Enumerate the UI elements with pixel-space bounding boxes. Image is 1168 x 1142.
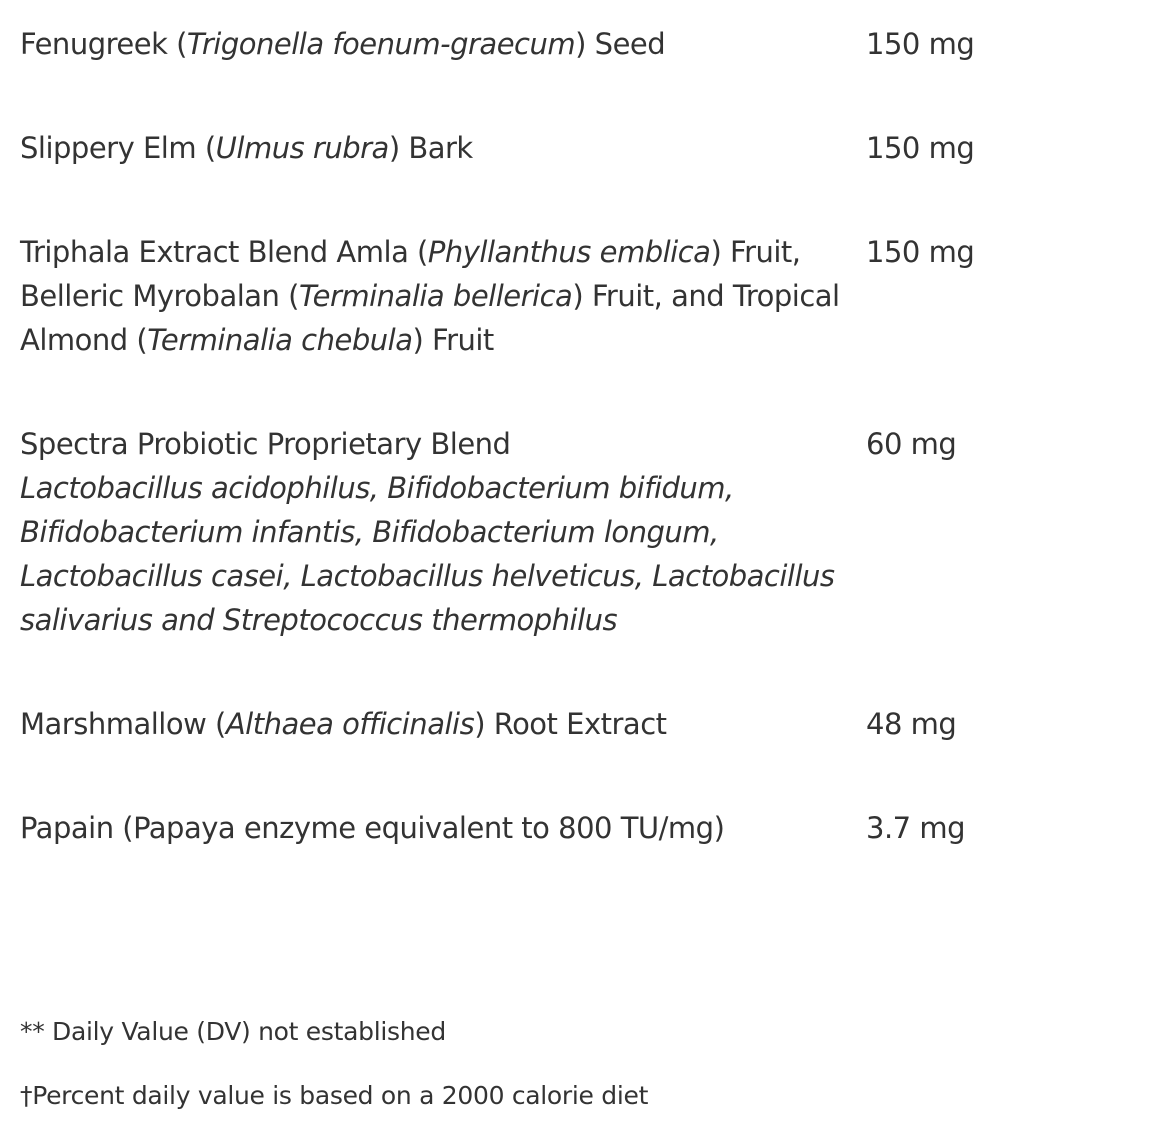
footnote-dv-not-established: ** Daily Value (DV) not established <box>20 1017 446 1046</box>
ingredient-row <box>20 230 1020 362</box>
ingredient-name: Triphala Extract Blend Amla (Phyllanthus emblica) Fruit, Belleric Myrobalan (Terminalia bellerica) Fruit, and Tropical Almond (Terminalia chebula) Fruit <box>20 235 840 357</box>
footnote-percent-daily-value: †Percent daily value is based on a 2000 calorie diet <box>20 1081 649 1110</box>
ingredient-row <box>20 22 1020 66</box>
ingredient-name: Fenugreek (Trigonella foenum-graecum) Seed <box>20 27 666 61</box>
ingredient-amount: 150 mg <box>866 27 975 61</box>
ingredient-row <box>20 126 1020 170</box>
ingredient-name: Marshmallow (Althaea officinalis) Root Extract <box>20 707 667 741</box>
ingredient-amount: 150 mg <box>866 131 975 165</box>
ingredient-row <box>20 702 1020 746</box>
ingredient-amount: 150 mg <box>866 235 975 269</box>
ingredient-name <box>20 422 866 642</box>
blend-strains: Lactobacillus acidophilus, Bifidobacterium bifidum, Bifidobacterium infantis, Bifidobacterium longum, Lactobacillus casei, Lactobacillus helveticus, Lactobacillus salivarius and Streptococcus thermophilus <box>20 471 835 637</box>
ingredient-row <box>20 422 1020 642</box>
footnotes <box>20 1012 648 1116</box>
ingredient-amount: 48 mg <box>866 707 957 741</box>
ingredients-table <box>20 22 1020 850</box>
ingredient-amount: 3.7 mg <box>866 811 965 845</box>
ingredient-name: Papain (Papaya enzyme equivalent to 800 TU/mg) <box>20 811 725 845</box>
blend-title: Spectra Probiotic Proprietary Blend <box>20 427 511 461</box>
ingredient-name: Slippery Elm (Ulmus rubra) Bark <box>20 131 473 165</box>
ingredient-amount: 60 mg <box>866 427 957 461</box>
ingredient-row <box>20 806 1020 850</box>
